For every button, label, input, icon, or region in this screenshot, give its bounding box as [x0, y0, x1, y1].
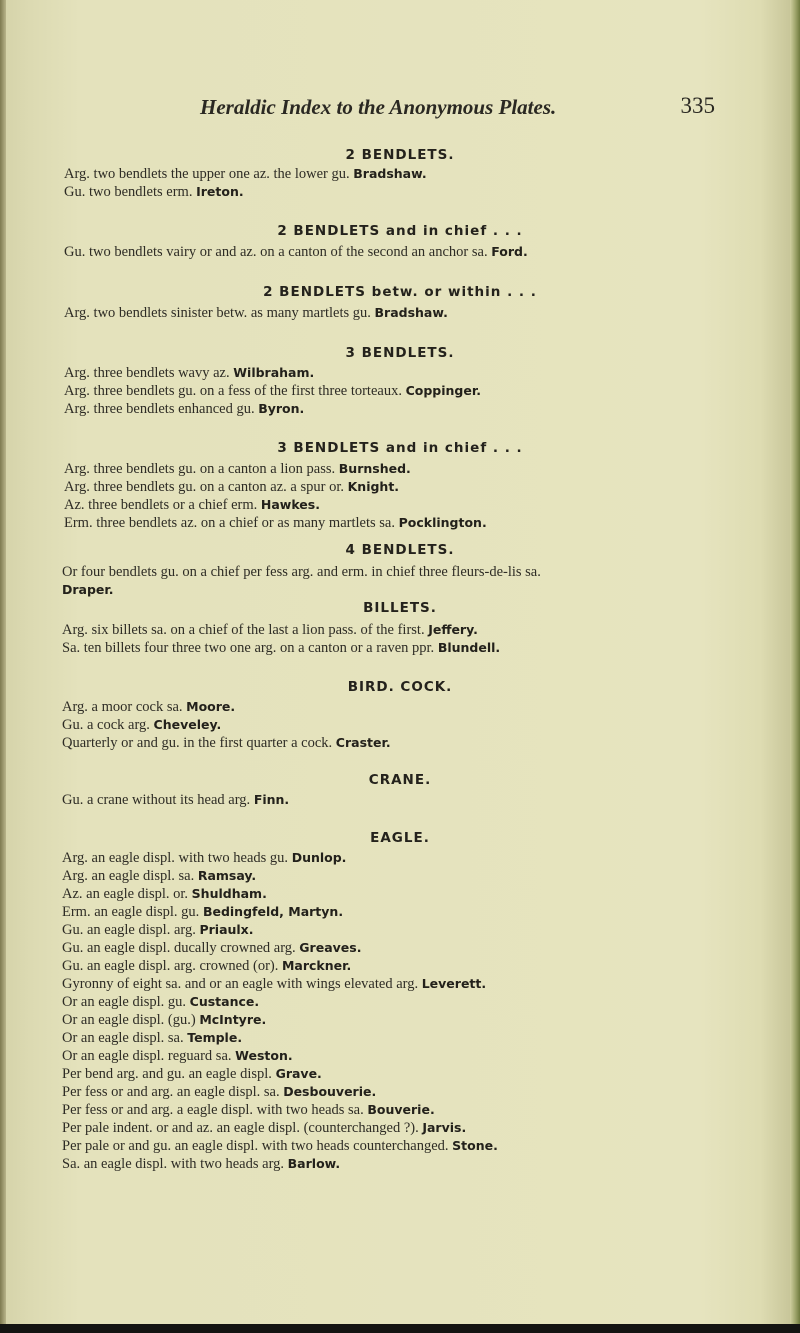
index-entry	[62, 1048, 293, 1065]
family-name: Draper.	[62, 582, 114, 597]
blazon-text: Quarterly or and gu. in the first quarter a cock.	[62, 735, 333, 751]
family-name: Ireton.	[196, 184, 244, 199]
blazon-text: Az. an eagle displ. or.	[62, 886, 189, 902]
section-heading: 4 BENDLETS.	[345, 542, 455, 558]
index-entry	[62, 717, 221, 734]
index-entry	[64, 461, 411, 478]
blazon-text: Erm. an eagle displ. gu.	[62, 904, 200, 920]
family-name: Craster.	[335, 735, 391, 750]
index-entry	[62, 850, 346, 867]
blazon-text: Per pale indent. or and az. an eagle displ. (counterchanged ?).	[62, 1120, 419, 1136]
blazon-text: Arg. six billets sa. on a chief of the last a lion pass. of the first.	[62, 622, 425, 638]
index-entry	[62, 904, 343, 921]
blazon-text: Gu. a cock arg.	[62, 717, 150, 733]
section-heading: 2 BENDLETS and in chief . . .	[277, 223, 523, 239]
index-entry	[64, 365, 314, 382]
family-name: Byron.	[258, 401, 305, 416]
section-heading: 2 BENDLETS betw. or within . . .	[263, 284, 537, 300]
index-entry	[62, 886, 267, 903]
family-name: Greaves.	[299, 940, 362, 955]
family-name: Coppinger.	[405, 383, 481, 398]
family-name: Blundell.	[437, 640, 501, 655]
blazon-text: Arg. an eagle displ. sa.	[62, 868, 195, 884]
index-entry	[62, 640, 500, 657]
index-entry	[62, 958, 351, 975]
family-name: Bradshaw.	[353, 166, 427, 181]
section-heading: 3 BENDLETS.	[345, 345, 455, 361]
blazon-text: Per fess or and arg. a eagle displ. with two heads sa.	[62, 1102, 364, 1118]
family-name: Grave.	[275, 1066, 322, 1081]
index-entry	[62, 622, 478, 639]
family-name: Stone.	[452, 1138, 498, 1153]
index-entry	[62, 1138, 498, 1155]
index-entry	[62, 976, 486, 993]
blazon-text: Or four bendlets gu. on a chief per fess arg. and erm. in chief three fleurs-de-lis sa.	[62, 564, 541, 580]
scan-bottom-bar	[0, 1324, 800, 1333]
family-name: Priaulx.	[199, 922, 254, 937]
index-entry	[62, 1120, 466, 1137]
index-entry	[62, 582, 114, 599]
index-entry	[62, 868, 256, 885]
family-name: Shuldham.	[191, 886, 267, 901]
family-name: Temple.	[187, 1030, 243, 1045]
blazon-text: Gu. two bendlets erm.	[64, 184, 193, 200]
blazon-text: Az. three bendlets or a chief erm.	[64, 497, 258, 513]
blazon-text: Sa. an eagle displ. with two heads arg.	[62, 1156, 285, 1172]
index-entry	[62, 922, 254, 939]
family-name: Ford.	[491, 244, 528, 259]
family-name: Custance.	[189, 994, 260, 1009]
index-entry	[62, 1030, 242, 1047]
running-title: Heraldic Index to the Anonymous Plates.	[200, 95, 557, 119]
blazon-text: Gu. an eagle displ. arg. crowned (or).	[62, 958, 279, 974]
index-entry	[62, 699, 235, 716]
blazon-text: Arg. two bendlets the upper one az. the lower gu.	[64, 166, 350, 182]
family-name: Cheveley.	[153, 717, 222, 732]
index-entry	[64, 515, 487, 532]
section-heading: 2 BENDLETS.	[345, 147, 455, 163]
index-entry	[62, 1066, 322, 1083]
blazon-text: Or an eagle displ. gu.	[62, 994, 187, 1010]
index-entry	[62, 1084, 376, 1101]
family-name: Bouverie.	[367, 1102, 435, 1117]
index-entry	[62, 1156, 340, 1173]
family-name: Wilbraham.	[233, 365, 315, 380]
family-name: Barlow.	[287, 1156, 341, 1171]
blazon-text: Or an eagle displ. (gu.)	[62, 1012, 196, 1028]
page-header	[200, 95, 715, 125]
blazon-text: Sa. ten billets four three two one arg. on a canton or a raven ppr.	[62, 640, 435, 656]
index-entry	[62, 1012, 266, 1029]
family-name: Finn.	[253, 792, 290, 807]
page-left-edge	[0, 0, 6, 1333]
index-entry	[64, 497, 320, 514]
family-name: Burnshed.	[338, 461, 411, 476]
family-name: Desbouverie.	[283, 1084, 377, 1099]
blazon-text: Arg. three bendlets enhanced gu.	[64, 401, 255, 417]
section-heading: CRANE.	[368, 772, 432, 788]
index-entry	[62, 735, 391, 752]
index-entry	[62, 564, 541, 581]
index-entry	[62, 994, 259, 1011]
index-entry	[62, 940, 361, 957]
family-name: Weston.	[235, 1048, 293, 1063]
section-heading: BIRD. COCK.	[347, 679, 453, 695]
section-heading: BILLETS.	[363, 600, 437, 616]
family-name: Bedingfeld, Martyn.	[202, 904, 344, 919]
blazon-text: Or an eagle displ. reguard sa.	[62, 1048, 232, 1064]
page-right-edge	[790, 0, 800, 1333]
index-entry	[64, 401, 304, 418]
blazon-text: Arg. three bendlets wavy az.	[64, 365, 230, 381]
index-entry	[64, 383, 481, 400]
index-entry	[64, 184, 244, 201]
blazon-text: Gu. a crane without its head arg.	[62, 792, 251, 808]
index-entry	[64, 244, 528, 261]
blazon-text: Gyronny of eight sa. and or an eagle with wings elevated arg.	[62, 976, 419, 992]
family-name: McIntyre.	[199, 1012, 267, 1027]
blazon-text: Gu. an eagle displ. ducally crowned arg.	[62, 940, 296, 956]
index-entry	[64, 166, 427, 183]
blazon-text: Per pale or and gu. an eagle displ. with two heads counterchanged.	[62, 1138, 449, 1154]
family-name: Hawkes.	[260, 497, 320, 512]
blazon-text: Or an eagle displ. sa.	[62, 1030, 184, 1046]
family-name: Leverett.	[421, 976, 487, 991]
section-heading: EAGLE.	[370, 830, 430, 846]
family-name: Jarvis.	[422, 1120, 467, 1135]
family-name: Marckner.	[281, 958, 352, 973]
blazon-text: Arg. a moor cock sa.	[62, 699, 183, 715]
family-name: Knight.	[347, 479, 400, 494]
blazon-text: Arg. three bendlets gu. on a canton az. a spur or.	[64, 479, 344, 495]
index-entry	[64, 305, 448, 322]
blazon-text: Arg. an eagle displ. with two heads gu.	[62, 850, 289, 866]
family-name: Bradshaw.	[374, 305, 448, 320]
blazon-text: Per bend arg. and gu. an eagle displ.	[62, 1066, 272, 1082]
index-entry	[62, 1102, 435, 1119]
blazon-text: Gu. two bendlets vairy or and az. on a canton of the second an anchor sa.	[64, 244, 488, 260]
family-name: Dunlop.	[291, 850, 347, 865]
page-number: 335	[680, 93, 715, 118]
index-entry	[64, 479, 399, 496]
index-entry	[62, 792, 289, 809]
blazon-text: Arg. three bendlets gu. on a fess of the first three torteaux.	[64, 383, 402, 399]
family-name: Pocklington.	[398, 515, 487, 530]
blazon-text: Arg. two bendlets sinister betw. as many martlets gu.	[64, 305, 371, 321]
blazon-text: Per fess or and arg. an eagle displ. sa.	[62, 1084, 280, 1100]
family-name: Ramsay.	[197, 868, 257, 883]
blazon-text: Erm. three bendlets az. on a chief or as many martlets sa.	[64, 515, 395, 531]
blazon-text: Gu. an eagle displ. arg.	[62, 922, 196, 938]
section-heading: 3 BENDLETS and in chief . . .	[277, 440, 523, 456]
blazon-text: Arg. three bendlets gu. on a canton a lion pass.	[64, 461, 336, 477]
family-name: Jeffery.	[428, 622, 478, 637]
family-name: Moore.	[186, 699, 236, 714]
